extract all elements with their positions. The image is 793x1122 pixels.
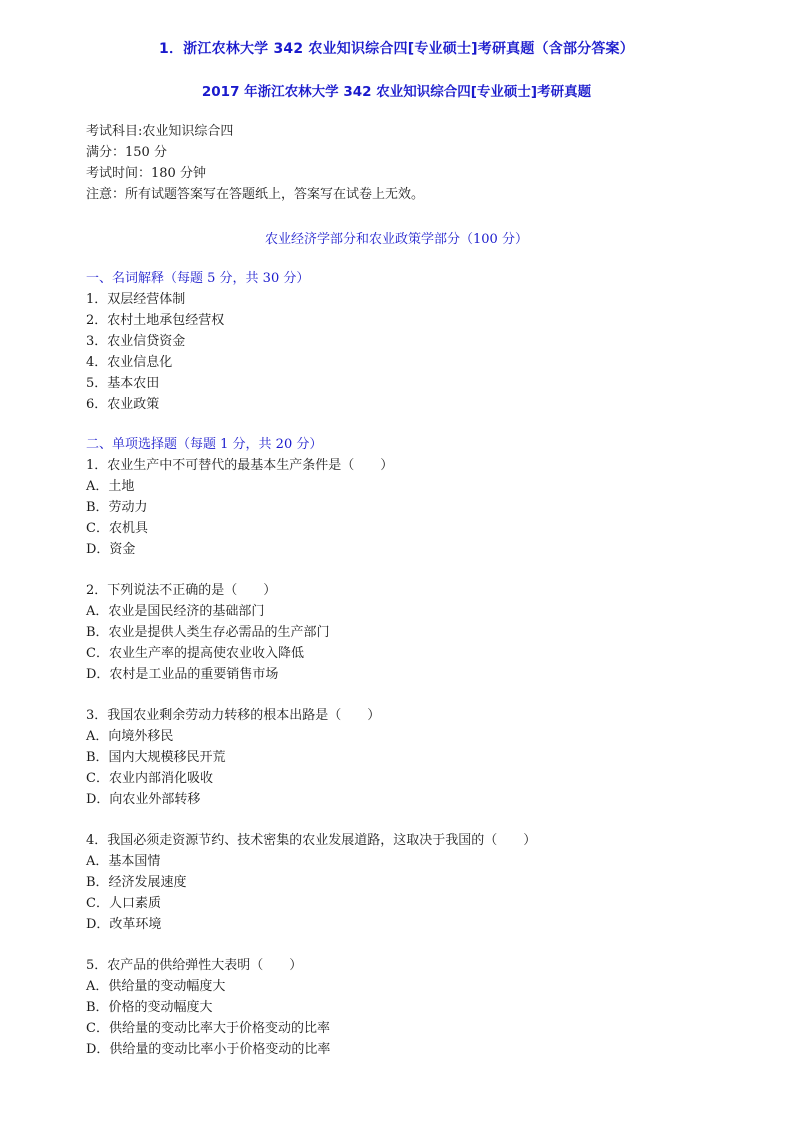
option: B．劳动力	[86, 500, 148, 515]
question-stem: 2．下列说法不正确的是（ ）	[86, 583, 277, 598]
question-stem: 3．我国农业剩余劳动力转移的根本出路是（ ）	[86, 708, 381, 723]
terms-heading: 一、名词解释（每题 5 分，共 30 分）	[86, 271, 310, 286]
option: A．供给量的变动幅度大	[86, 979, 226, 994]
option: D．向农业外部转移	[86, 792, 201, 807]
option: D．资金	[86, 542, 136, 557]
question-stem: 4．我国必须走资源节约、技术密集的农业发展道路，这取决于我国的（ ）	[86, 833, 537, 848]
section-title: 农业经济学部分和农业政策学部分（100 分）	[265, 232, 528, 247]
choice-heading: 二、单项选择题（每题 1 分，共 20 分）	[86, 437, 323, 452]
option: D．供给量的变动比率小于价格变动的比率	[86, 1042, 331, 1057]
exam-info	[86, 121, 424, 205]
list-item: 5．基本农田	[86, 376, 160, 391]
question-1	[86, 455, 393, 560]
option: C．农机具	[86, 521, 148, 536]
list-item: 1．双层经营体制	[86, 292, 186, 307]
option: A．农业是国民经济的基础部门	[86, 604, 265, 619]
option: C．农业生产率的提高使农业收入降低	[86, 646, 304, 661]
terms-section	[86, 268, 309, 415]
exam-time: 考试时间：180 分钟	[86, 166, 206, 181]
exam-subject: 考试科目:农业知识综合四	[86, 124, 234, 139]
document-title: 1．浙江农林大学 342 农业知识综合四[专业硕士]考研真题（含部分答案）	[159, 41, 634, 57]
option: C．农业内部消化吸收	[86, 771, 213, 786]
option: A．向境外移民	[86, 729, 174, 744]
option: D．改革环境	[86, 917, 162, 932]
question-5	[86, 955, 330, 1060]
list-item: 4．农业信息化	[86, 355, 173, 370]
option: A．土地	[86, 479, 135, 494]
question-stem: 5．农产品的供给弹性大表明（ ）	[86, 958, 303, 973]
question-stem: 1．农业生产中不可替代的最基本生产条件是（ ）	[86, 458, 394, 473]
option: D．农村是工业品的重要销售市场	[86, 667, 279, 682]
option: A．基本国情	[86, 854, 161, 869]
option: B．价格的变动幅度大	[86, 1000, 213, 1015]
option: B．经济发展速度	[86, 875, 187, 890]
question-4	[86, 830, 536, 935]
question-3	[86, 705, 380, 810]
question-2	[86, 580, 330, 685]
list-item: 2．农村土地承包经营权	[86, 313, 225, 328]
exam-full-score: 满分：150 分	[86, 145, 167, 160]
option: B．国内大规模移民开荒	[86, 750, 226, 765]
option: C．人口素质	[86, 896, 161, 911]
list-item: 3．农业信贷资金	[86, 334, 186, 349]
document-subtitle: 2017 年浙江农林大学 342 农业知识综合四[专业硕士]考研真题	[201, 84, 592, 100]
option: B．农业是提供人类生存必需品的生产部门	[86, 625, 330, 640]
exam-notice: 注意：所有试题答案写在答题纸上，答案写在试卷上无效。	[86, 187, 425, 202]
option: C．供给量的变动比率大于价格变动的比率	[86, 1021, 330, 1036]
list-item: 6．农业政策	[86, 397, 160, 412]
